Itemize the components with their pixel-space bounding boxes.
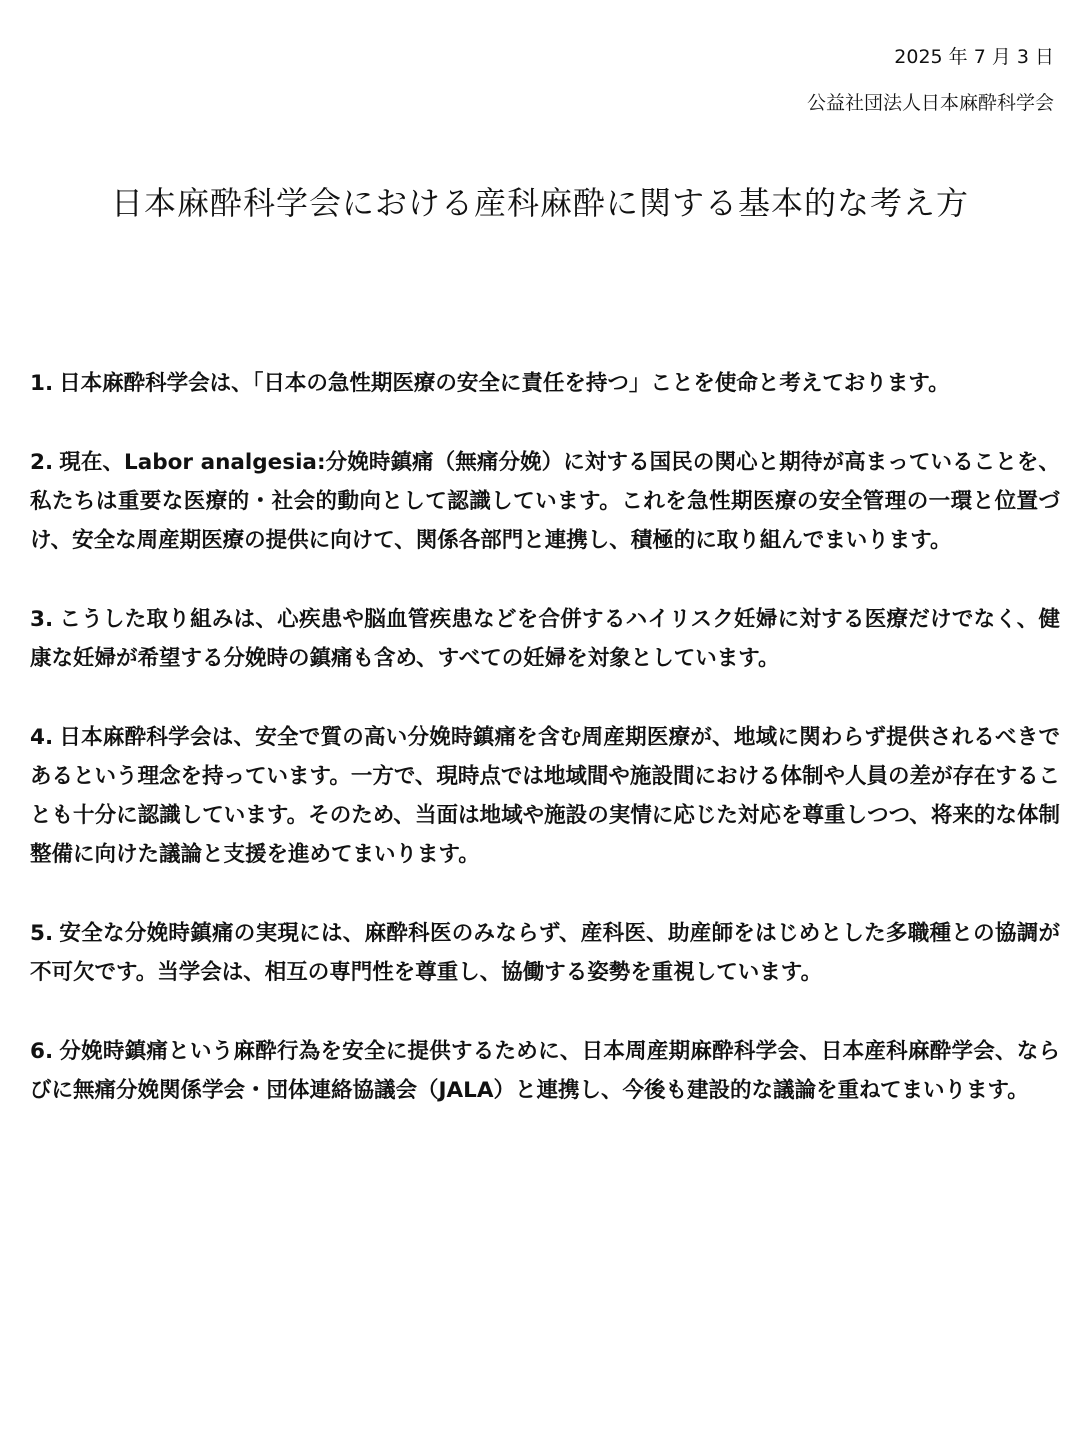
document-header <box>807 34 1054 126</box>
section-text: 安全な分娩時鎮痛の実現には、麻酔科医のみならず、産科医、助産師をはじめとした多職種との協調が不可欠です。当学会は、相互の専門性を尊重し、協働する姿勢を重視しています。 <box>30 921 1060 985</box>
section-number: 4. <box>30 725 54 750</box>
issuing-organization: 公益社団法人日本麻酔科学会 <box>806 92 1054 114</box>
section-text: 現在、Labor analgesia:分娩時鎮痛（無痛分娩）に対する国民の関心と期待が高まっていることを、私たちは重要な医療的・社会的動向として認識しています。これを急性期医療の安全管理の一環と位置づけ、安全な周産期医療の提供に向けて、関係各部門と連携し、積極的に取り組んでまいります。 <box>30 450 1060 553</box>
section-text: 日本麻酔科学会は、「日本の急性期医療の安全に責任を持つ」ことを使命と考えております。 <box>59 371 950 396</box>
section-number: 2. <box>30 450 54 475</box>
section-3 <box>30 600 1060 678</box>
section-number: 6. <box>30 1039 54 1064</box>
section-text: 日本麻酔科学会は、安全で質の高い分娩時鎮痛を含む周産期医療が、地域に関わらず提供されるべきであるという理念を持っています。一方で、現時点では地域間や施設間における体制や人員の差が存在することも十分に認識しています。そのため、当面は地域や施設の実情に応じた対応を尊重しつつ、将来的な体制整備に向けた議論と支援を進めてまいります。 <box>30 725 1060 867</box>
section-5 <box>30 914 1060 992</box>
section-number: 5. <box>30 921 54 946</box>
section-number: 1. <box>30 371 54 396</box>
section-number: 3. <box>30 607 54 632</box>
section-list <box>30 364 1060 1150</box>
section-6 <box>30 1032 1060 1110</box>
section-text: 分娩時鎮痛という麻酔行為を安全に提供するために、日本周産期麻酔科学会、日本産科麻酔学会、ならびに無痛分娩関係学会・団体連絡協議会（JALA）と連携し、今後も建設的な議論を重ねてまいります。 <box>30 1039 1060 1103</box>
section-4 <box>30 718 1060 874</box>
section-1 <box>30 364 1060 403</box>
issue-date: 2025 年 7 月 3 日 <box>894 46 1054 68</box>
section-text: こうした取り組みは、心疾患や脳血管疾患などを合併するハイリスク妊婦に対する医療だけでなく、健康な妊婦が希望する分娩時の鎮痛も含め、すべての妊婦を対象としています。 <box>30 607 1060 671</box>
document-title: 日本麻酔科学会における産科麻酔に関する基本的な考え方 <box>110 184 969 222</box>
section-2 <box>30 443 1060 560</box>
